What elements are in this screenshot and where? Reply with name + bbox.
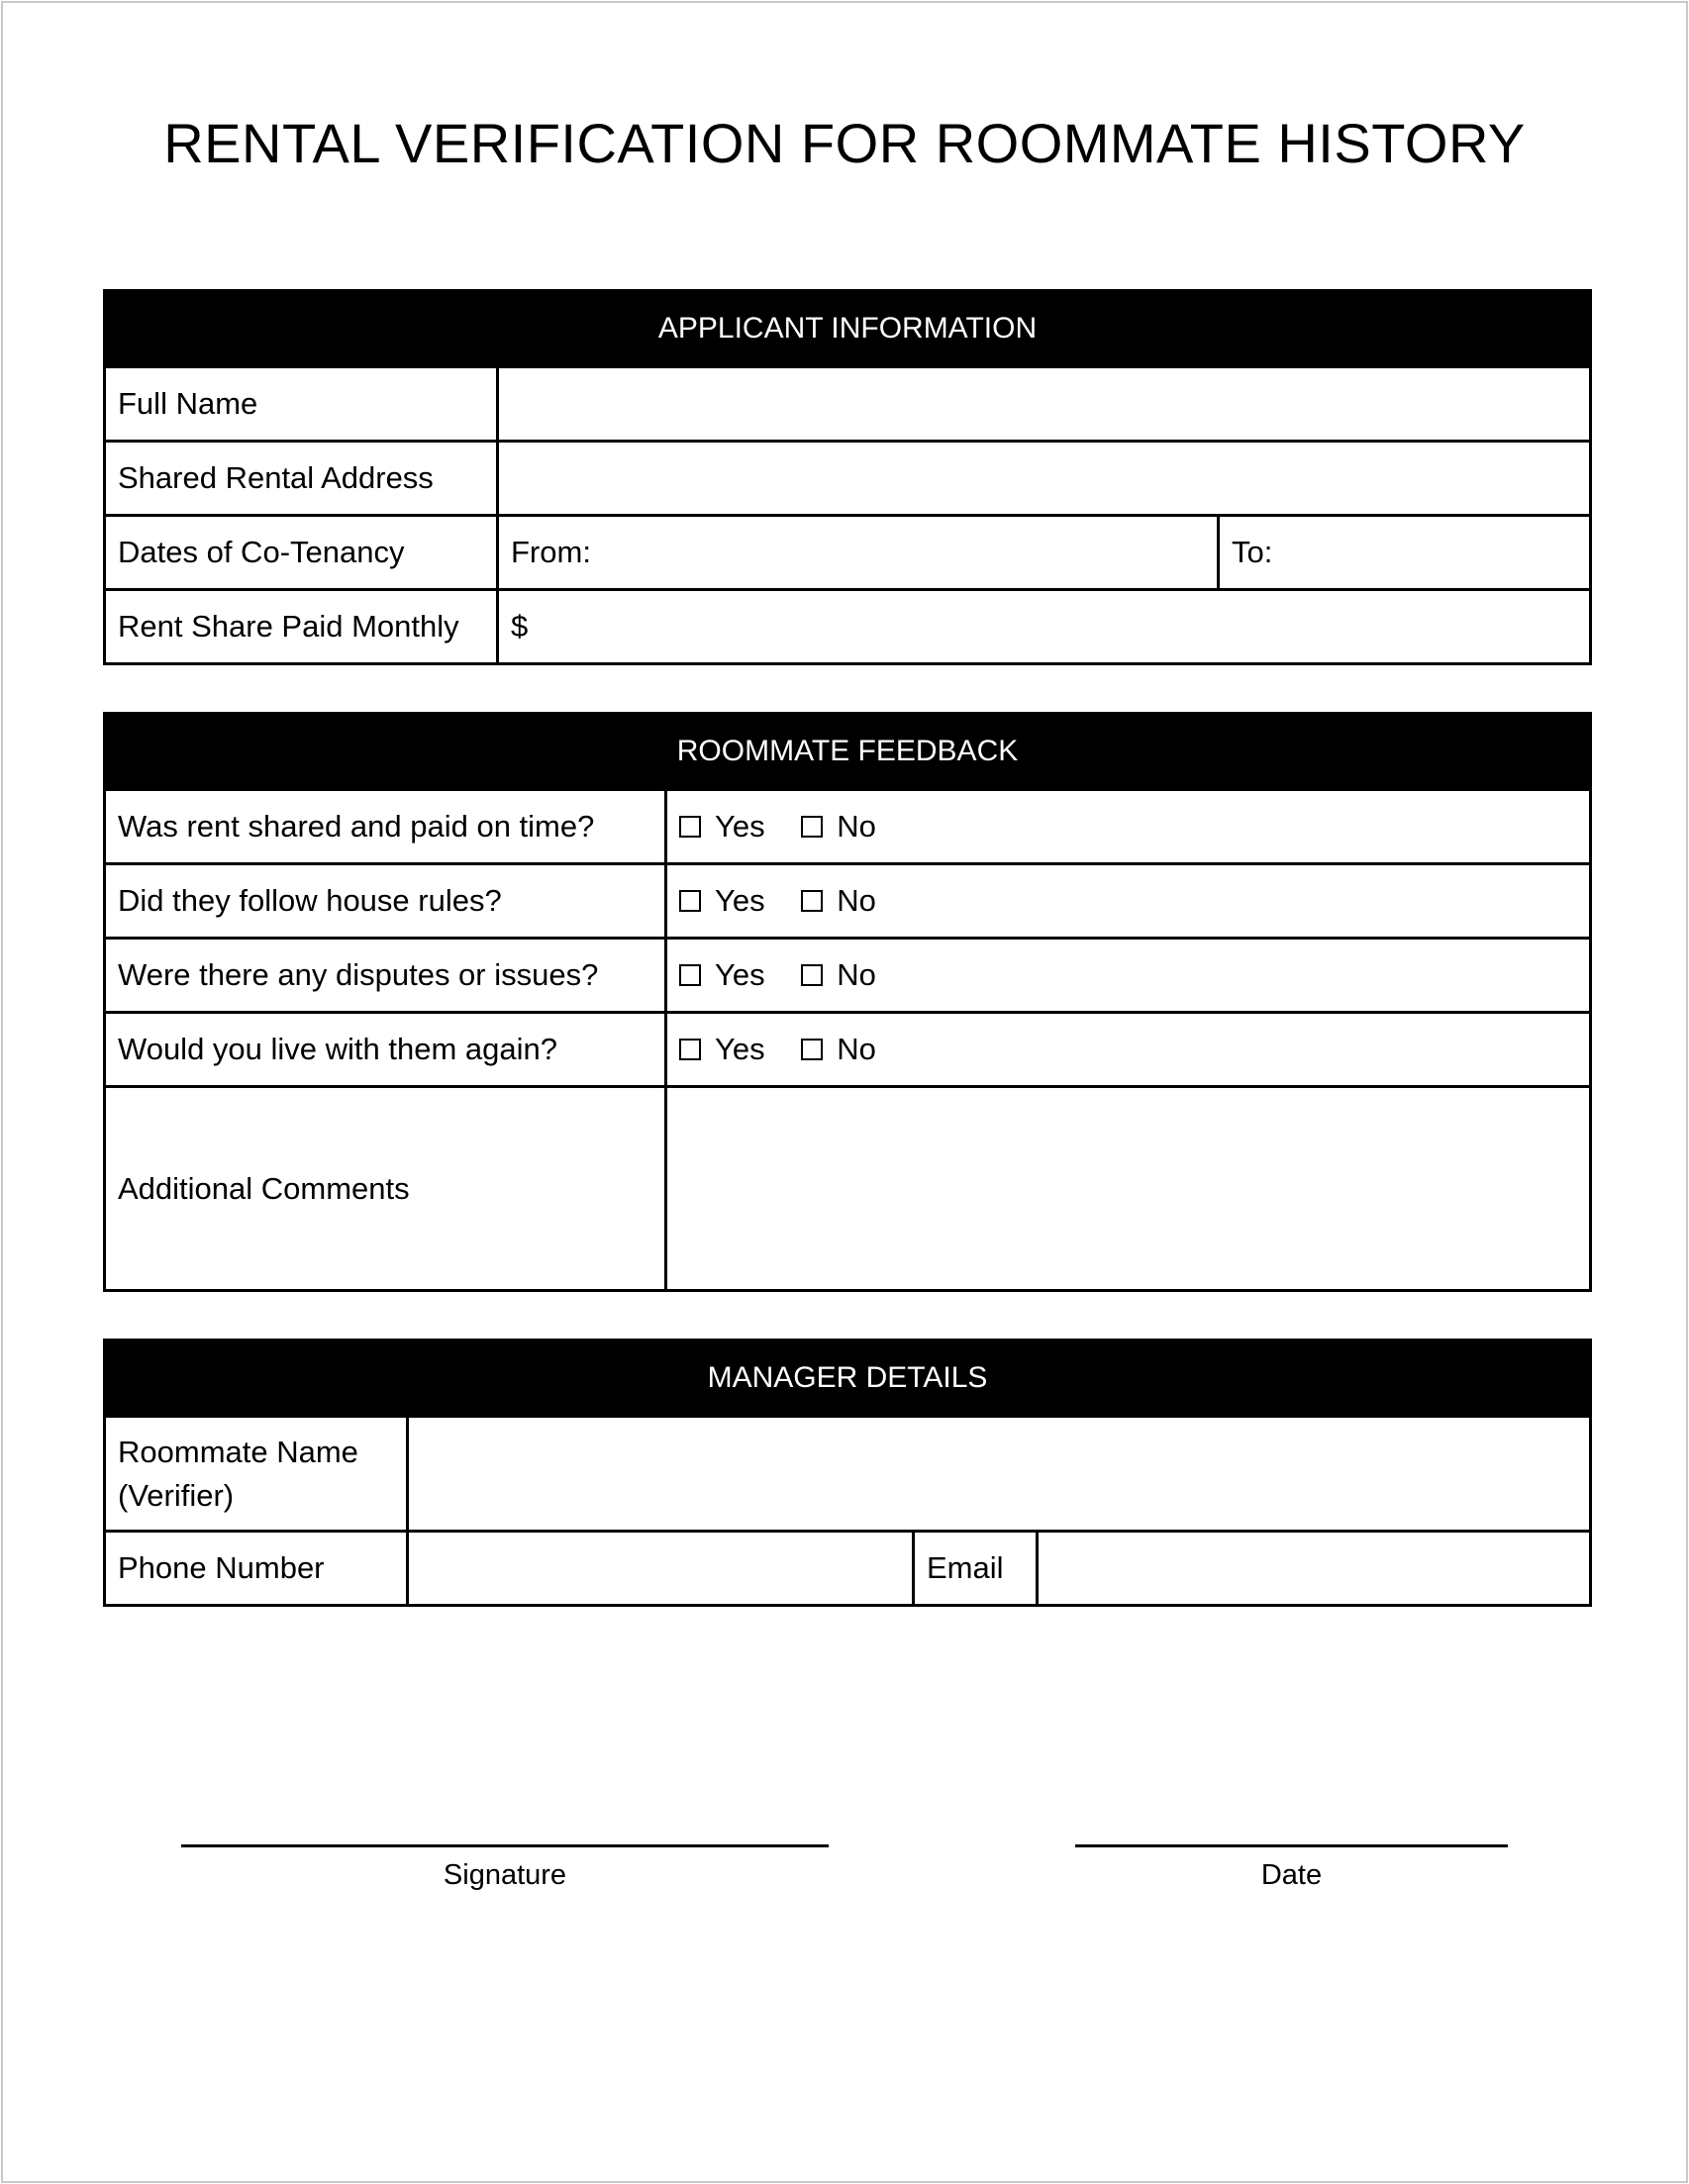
page-title: RENTAL VERIFICATION FOR ROOMMATE HISTORY: [163, 112, 1526, 174]
yes-checkbox[interactable]: [679, 957, 765, 993]
roommate-feedback-table: [103, 712, 1592, 1292]
signature-line[interactable]: [181, 1844, 829, 1847]
roommate-name-label-line2: (Verifier): [118, 1477, 235, 1513]
feedback-row: [105, 939, 1591, 1013]
applicant-information-table: [103, 289, 1592, 665]
no-label: No: [837, 882, 876, 918]
full-name-field[interactable]: [498, 367, 1591, 442]
manager-details-header: MANAGER DETAILS: [105, 1340, 1591, 1417]
roommate-name-field[interactable]: [408, 1417, 1591, 1532]
yes-label: Yes: [715, 956, 765, 992]
roommate-name-label-line1: Roommate Name: [118, 1434, 358, 1469]
answer-cell: [666, 939, 1591, 1013]
no-label: No: [837, 956, 876, 992]
checkbox-icon: [801, 890, 823, 912]
date-line[interactable]: [1075, 1844, 1508, 1847]
full-name-label: Full Name: [105, 367, 498, 442]
yes-checkbox[interactable]: [679, 883, 765, 919]
checkbox-icon: [679, 816, 701, 838]
no-label: No: [837, 808, 876, 844]
no-checkbox[interactable]: [801, 957, 876, 993]
additional-comments-label: Additional Comments: [105, 1087, 666, 1291]
feedback-row: [105, 1013, 1591, 1087]
checkbox-icon: [679, 964, 701, 986]
yes-label: Yes: [715, 882, 765, 918]
question-label: Was rent shared and paid on time?: [105, 790, 666, 864]
phone-number-field[interactable]: [408, 1532, 914, 1606]
to-label: To:: [1232, 535, 1273, 569]
from-label: From:: [511, 535, 591, 569]
feedback-row: [105, 864, 1591, 939]
rent-share-field[interactable]: [498, 590, 1591, 664]
applicant-information-header: APPLICANT INFORMATION: [105, 291, 1591, 367]
yes-checkbox[interactable]: [679, 809, 765, 844]
yes-checkbox[interactable]: [679, 1032, 765, 1067]
from-date-field[interactable]: [498, 516, 1219, 590]
email-field[interactable]: [1038, 1532, 1591, 1606]
signature-label: Signature: [443, 1859, 567, 1891]
answer-cell: [666, 1013, 1591, 1087]
currency-symbol: $: [511, 609, 529, 644]
question-label: Were there any disputes or issues?: [105, 939, 666, 1013]
to-date-field[interactable]: [1219, 516, 1591, 590]
answer-cell: [666, 790, 1591, 864]
roommate-feedback-header: ROOMMATE FEEDBACK: [105, 714, 1591, 790]
checkbox-icon: [679, 1039, 701, 1060]
manager-details-table: [103, 1339, 1592, 1607]
checkbox-icon: [801, 1039, 823, 1060]
feedback-row: [105, 790, 1591, 864]
no-checkbox[interactable]: [801, 809, 876, 844]
checkbox-icon: [801, 964, 823, 986]
phone-number-label: Phone Number: [105, 1532, 408, 1606]
question-label: Would you live with them again?: [105, 1013, 666, 1087]
answer-cell: [666, 864, 1591, 939]
shared-rental-address-field[interactable]: [498, 442, 1591, 516]
rent-share-label: Rent Share Paid Monthly: [105, 590, 498, 664]
date-label: Date: [1260, 1859, 1323, 1891]
email-label: Email: [914, 1532, 1038, 1606]
shared-rental-address-label: Shared Rental Address: [105, 442, 498, 516]
no-checkbox[interactable]: [801, 1032, 876, 1067]
question-label: Did they follow house rules?: [105, 864, 666, 939]
yes-label: Yes: [715, 808, 765, 844]
no-label: No: [837, 1031, 876, 1066]
checkbox-icon: [679, 890, 701, 912]
checkbox-icon: [801, 816, 823, 838]
yes-label: Yes: [715, 1031, 765, 1066]
roommate-name-label: [105, 1417, 408, 1532]
dates-of-co-tenancy-label: Dates of Co-Tenancy: [105, 516, 498, 590]
no-checkbox[interactable]: [801, 883, 876, 919]
additional-comments-field[interactable]: [666, 1087, 1591, 1291]
